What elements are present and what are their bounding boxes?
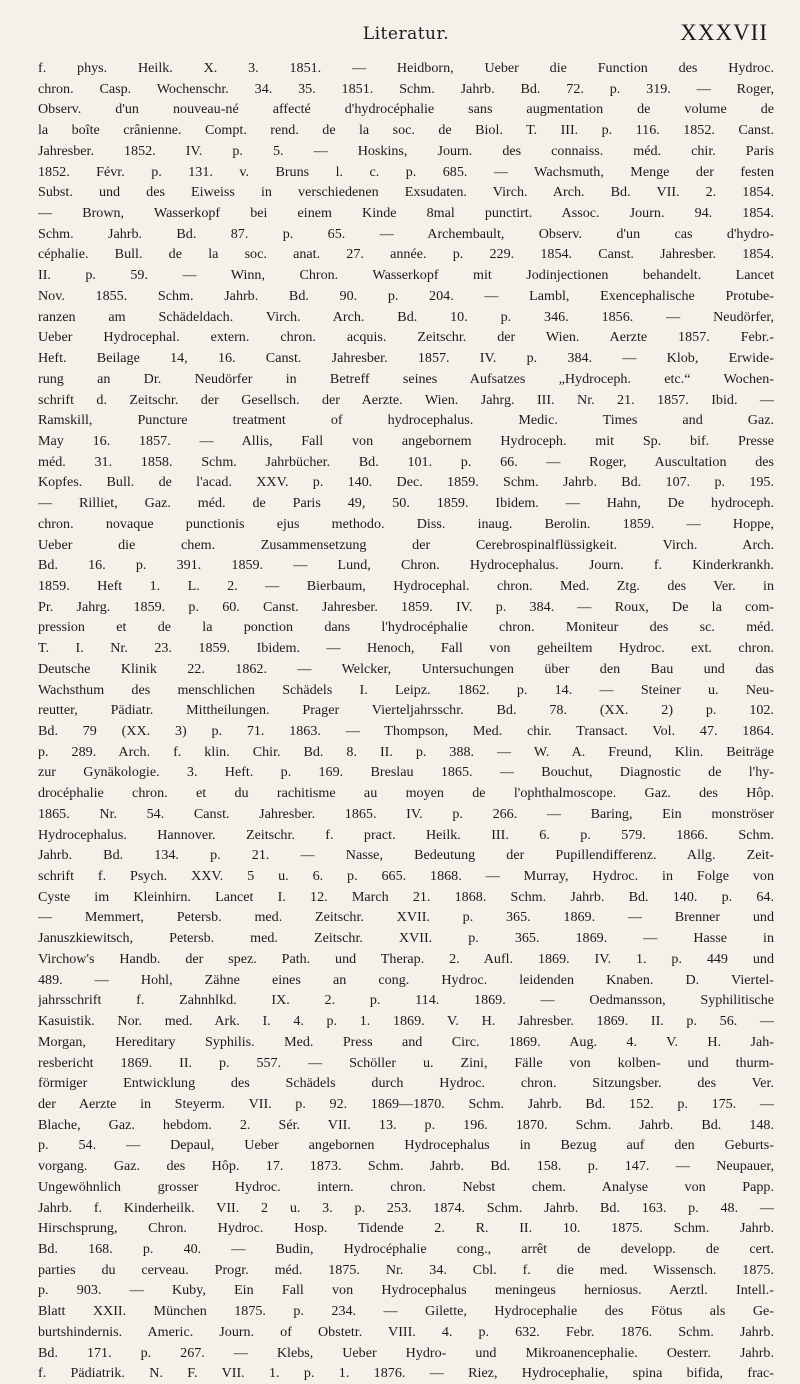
- text-line: rung an Dr. Neudörfer in Betreff seines Aufsatzes „Hydroceph. etc.“ Wochen-: [38, 370, 774, 387]
- text-line: ranzen am Schädeldach. Virch. Arch. Bd. 10. p. 346. 1856. — Neudörfer,: [38, 308, 774, 325]
- text-line: Januszkiewitsch, Petersb. med. Zeitschr. XVII. p. 365. 1869. — Hasse in: [38, 930, 774, 947]
- text-line: Virchow's Handb. der spez. Path. und Therap. 2. Aufl. 1869. IV. 1. p. 449 und: [38, 950, 774, 967]
- text-line: céphalie. Bull. de la soc. anat. 27. année. p. 229. 1854. Canst. Jahresber. 1854.: [38, 246, 774, 263]
- text-line: Jahrb. f. Kinderheilk. VII. 2 u. 3. p. 253. 1874. Schm. Jahrb. Bd. 163. p. 48. —: [38, 1199, 774, 1216]
- text-line: f. Pädiatrik. N. F. VII. 1. p. 1. 1876. — Riez, Hydrocephalie, spina bifida, frac-: [38, 1365, 774, 1382]
- text-line: May 16. 1857. — Allis, Fall von angebornem Hydroceph. mit Sp. bif. Presse: [38, 432, 774, 449]
- text-line: chron. Casp. Wochenschr. 34. 35. 1851. Schm. Jahrb. Bd. 72. p. 319. — Roger,: [38, 80, 774, 97]
- text-line: Blache, Gaz. hebdom. 2. Sér. VII. 13. p. 196. 1870. Schm. Jahrb. Bd. 148.: [38, 1116, 774, 1133]
- text-line: zur Gynäkologie. 3. Heft. p. 169. Breslau 1865. — Bouchut, Diagnostic de l'hy-: [38, 764, 774, 781]
- text-line: Ramskill, Puncture treatment of hydrocephalus. Medic. Times and Gaz.: [38, 412, 774, 429]
- text-line: Subst. und des Eiweiss in verschiedenen Exsudaten. Virch. Arch. Bd. VII. 2. 1854.: [38, 184, 774, 201]
- text-line: reutter, Pädiatr. Mittheilungen. Prager Vierteljahrsschr. Bd. 78. (XX. 2) p. 102.: [38, 702, 774, 719]
- text-line: 1859. Heft 1. L. 2. — Bierbaum, Hydrocephal. chron. Med. Ztg. des Ver. in: [38, 577, 774, 594]
- text-line: II. p. 59. — Winn, Chron. Wasserkopf mit Jodinjectionen behandelt. Lancet: [38, 267, 774, 284]
- text-line: Observ. d'un nouveau-né affecté d'hydrocéphalie sans augmentation de volume de: [38, 101, 774, 118]
- text-line: 489. — Hohl, Zähne eines an cong. Hydroc. leidenden Knaben. D. Viertel-: [38, 971, 774, 988]
- text-line: méd. 31. 1858. Schm. Jahrbücher. Bd. 101. p. 66. — Roger, Auscultation des: [38, 453, 774, 470]
- text-line: p. 54. — Depaul, Ueber angebornen Hydrocephalus in Bezug auf den Geburts-: [38, 1137, 774, 1154]
- text-line: schrift f. Psych. XXV. 5 u. 6. p. 665. 1868. — Murray, Hydroc. in Folge von: [38, 868, 774, 885]
- text-line: p. 289. Arch. f. klin. Chir. Bd. 8. II. p. 388. — W. A. Freund, Klin. Beiträge: [38, 743, 774, 760]
- text-line: f. phys. Heilk. X. 3. 1851. — Heidborn, Ueber die Function des Hydroc.: [38, 60, 774, 76]
- text-line: Hydrocephalus. Hannover. Zeitschr. f. pract. Heilk. III. 6. p. 579. 1866. Schm.: [38, 826, 774, 843]
- text-line: Schm. Jahrb. Bd. 87. p. 65. — Archembault, Observ. d'un cas d'hydro-: [38, 225, 774, 242]
- text-line: Hirschsprung, Chron. Hydroc. Hosp. Tidende 2. R. II. 10. 1875. Schm. Jahrb.: [38, 1220, 774, 1237]
- text-line: 1865. Nr. 54. Canst. Jahresber. 1865. IV. p. 266. — Baring, Ein monströser: [38, 805, 774, 822]
- text-line: Bd. 16. p. 391. 1859. — Lund, Chron. Hydrocephalus. Journ. f. Kinderkrankh.: [38, 557, 774, 574]
- text-line: Cyste im Kleinhirn. Lancet I. 12. March 21. 1868. Schm. Jahrb. Bd. 140. p. 64.: [38, 888, 774, 905]
- text-line: schrift d. Zeitschr. der Gesellsch. der Aerzte. Wien. Jahrg. III. Nr. 21. 1857. Ibid. —: [38, 391, 774, 408]
- text-line: chron. novaque punctionis ejus methodo. Diss. inaug. Berolin. 1859. — Hoppe,: [38, 515, 774, 532]
- text-line: 1852. Févr. p. 131. v. Bruns l. c. p. 685. — Wachsmuth, Menge der festen: [38, 163, 774, 180]
- text-line: Deutsche Klinik 22. 1862. — Welcker, Untersuchungen über den Bau und das: [38, 660, 774, 677]
- text-line: — Brown, Wasserkopf bei einem Kinde 8mal punctirt. Assoc. Journ. 94. 1854.: [38, 205, 774, 222]
- text-line: drocéphalie chron. et du rachitisme au moyen de l'ophthalmoscope. Gaz. des Hôp.: [38, 785, 774, 802]
- text-line: jahrsschrift f. Zahnhlkd. IX. 2. p. 114. 1869. — Oedmansson, Syphilitische: [38, 992, 774, 1009]
- text-line: förmiger Entwicklung des Schädels durch Hydroc. chron. Sitzungsber. des Ver.: [38, 1075, 774, 1092]
- text-line: der Aerzte in Steyerm. VII. p. 92. 1869—1870. Schm. Jahrb. Bd. 152. p. 175. —: [38, 1095, 774, 1112]
- text-line: Pr. Jahrg. 1859. p. 60. Canst. Jahresber. 1859. IV. p. 384. — Roux, De la com-: [38, 598, 774, 615]
- page-header: [38, 18, 774, 58]
- text-line: Kasuistik. Nor. med. Ark. I. 4. p. 1. 1869. V. H. Jahresber. 1869. II. p. 56. —: [38, 1013, 774, 1030]
- text-line: Ueber Hydrocephal. extern. chron. acquis. Zeitschr. der Wien. Aerzte 1857. Febr.-: [38, 329, 774, 346]
- running-title: Literatur.: [362, 24, 450, 44]
- text-line: Nov. 1855. Schm. Jahrb. Bd. 90. p. 204. — Lambl, Exencephalische Protube-: [38, 287, 774, 304]
- text-line: Morgan, Hereditary Syphilis. Med. Press and Circ. 1869. Aug. 4. V. H. Jah-: [38, 1033, 774, 1050]
- text-line: Wachsthum des menschlichen Schädels I. Leipz. 1862. p. 14. — Steiner u. Neu-: [38, 681, 774, 698]
- text-line: Heft. Beilage 14, 16. Canst. Jahresber. 1857. IV. p. 384. — Klob, Erwide-: [38, 350, 774, 367]
- text-line: Bd. 79 (XX. 3) p. 71. 1863. — Thompson, Med. chir. Transact. Vol. 47. 1864.: [38, 723, 774, 739]
- text-line: vorgang. Gaz. des Hôp. 17. 1873. Schm. Jahrb. Bd. 158. p. 147. — Neupauer,: [38, 1158, 774, 1175]
- text-line: Bd. 168. p. 40. — Budin, Hydrocéphalie cong., arrêt de developp. de cert.: [38, 1240, 774, 1257]
- text-line: p. 903. — Kuby, Ein Fall von Hydrocephalus meningeus herniosus. Aerztl. Intell.-: [38, 1282, 774, 1299]
- text-line: Kopfes. Bull. de l'acad. XXV. p. 140. Dec. 1859. Schm. Jahrb. Bd. 107. p. 195.: [38, 474, 774, 491]
- text-line: — Rilliet, Gaz. méd. de Paris 49, 50. 1859. Ibidem. — Hahn, De hydroceph.: [38, 495, 774, 512]
- page-number: XXXVII: [680, 20, 768, 45]
- text-line: Ungewöhnlich grosser Hydroc. intern. chron. Nebst chem. Analyse von Papp.: [38, 1178, 774, 1195]
- text-line: pression et de la ponction dans l'hydrocéphalie chron. Moniteur des sc. méd.: [38, 619, 774, 636]
- text-line: — Memmert, Petersb. med. Zeitschr. XVII. p. 365. 1869. — Brenner und: [38, 909, 774, 926]
- text-line: burtshindernis. Americ. Journ. of Obstetr. VIII. 4. p. 632. Febr. 1876. Schm. Jahrb.: [38, 1323, 774, 1340]
- text-line: Jahrb. Bd. 134. p. 21. — Nasse, Bedeutung der Pupillendifferenz. Allg. Zeit-: [38, 847, 774, 864]
- text-line: Ueber die chem. Zusammensetzung der Cerebrospinalflüssigkeit. Virch. Arch.: [38, 536, 774, 553]
- text-line: Bd. 171. p. 267. — Klebs, Ueber Hydro- und Mikroanencephalie. Oesterr. Jahrb.: [38, 1344, 774, 1361]
- text-line: la boîte crânienne. Compt. rend. de la soc. de Biol. T. III. p. 116. 1852. Canst.: [38, 122, 774, 139]
- text-line: T. I. Nr. 23. 1859. Ibidem. — Henoch, Fall von geheiltem Hydroc. ext. chron.: [38, 640, 774, 657]
- text-line: Blatt XXII. München 1875. p. 234. — Gilette, Hydrocephalie des Fötus als Ge-: [38, 1303, 774, 1320]
- text-line: Jahresber. 1852. IV. p. 5. — Hoskins, Journ. des connaiss. méd. chir. Paris: [38, 142, 774, 159]
- bibliography-text: [38, 58, 774, 1384]
- text-line: parties du cerveau. Progr. méd. 1875. Nr. 34. Cbl. f. die med. Wissensch. 1875.: [38, 1261, 774, 1278]
- text-line: resbericht 1869. II. p. 557. — Schöller u. Zini, Fälle von kolben- und thurm-: [38, 1054, 774, 1071]
